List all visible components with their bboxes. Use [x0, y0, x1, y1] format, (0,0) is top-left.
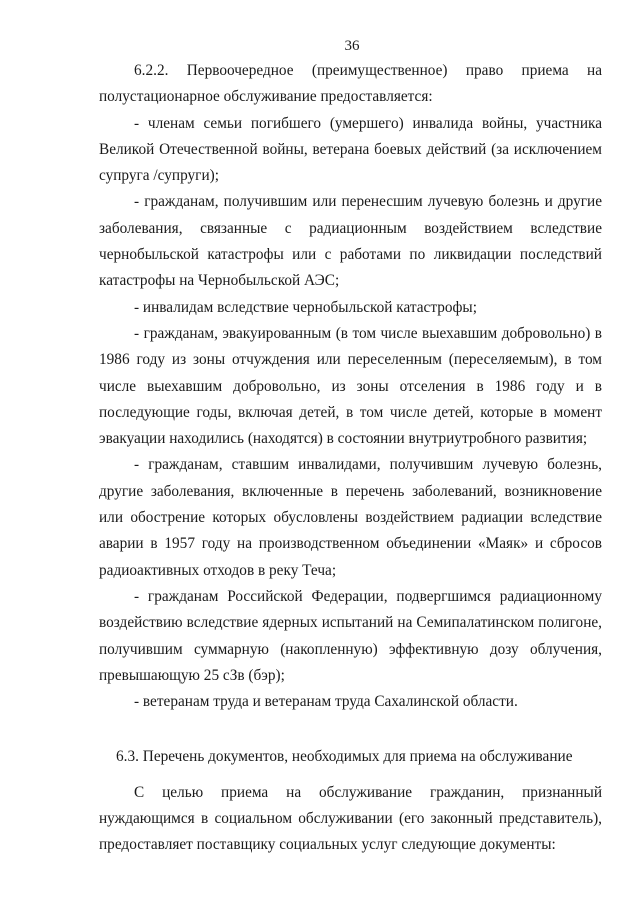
document-body: [99, 58, 602, 859]
section-6-2-2-intro: 6.2.2. Первоочередное (преимущественное) право приема на полустационарное обслуживание предоставляется:: [99, 62, 602, 106]
list-item: - гражданам, ставшим инвалидами, получившим лучевую болезнь, другие заболевания, включенные в перечень заболеваний, возникновение или обострение которых обусловлены воздействием радиации вследствие аварии в 1957 году на производственном объединении «Маяк» и сбросов радиоактивных отходов в реку Теча;: [99, 456, 602, 579]
section-6-3-paragraph: С целью приема на обслуживание гражданин, признанный нуждающимся в социальном обслуживании (его законный представитель), предоставляет поставщику социальных услуг следующие документы:: [99, 783, 602, 854]
page-number: 36: [344, 38, 360, 54]
list-item: - гражданам, получившим или перенесшим лучевую болезнь и другие заболевания, связанные с радиационным воздействием вследствие чернобыльской катастрофы или с работами по ликвидации последствий катастрофы на Чернобыльской АЭС;: [99, 193, 602, 290]
list-item: - ветеранам труда и ветеранам труда Сахалинской области.: [134, 693, 518, 711]
list-item: - инвалидам вследствие чернобыльской катастрофы;: [134, 298, 477, 316]
list-item: - гражданам Российской Федерации, подвергшимся радиационному воздействию вследствие ядерных испытаний на Семипалатинском полигоне, получившим суммарную (накопленную) эффективную дозу облучения, превышающую 25 сЗв (бэр);: [99, 587, 602, 684]
list-item: - гражданам, эвакуированным (в том числе выехавшим добровольно) в 1986 году из зоны отчуждения или переселенным (переселяемым), в том числе выехавшим добровольно, из зоны отселения в 1986 году и в последующие годы, включая детей, в том числе детей, которые в момент эвакуации находились (находятся) в состоянии внутриутробного развития;: [99, 324, 602, 448]
list-item: - членам семьи погибшего (умершего) инвалида войны, участника Великой Отечественной войны, ветерана боевых действий (за исключением супруга /супруги);: [99, 114, 602, 185]
section-6-3-heading: 6.3. Перечень документов, необходимых для приема на обслуживание: [116, 748, 573, 766]
